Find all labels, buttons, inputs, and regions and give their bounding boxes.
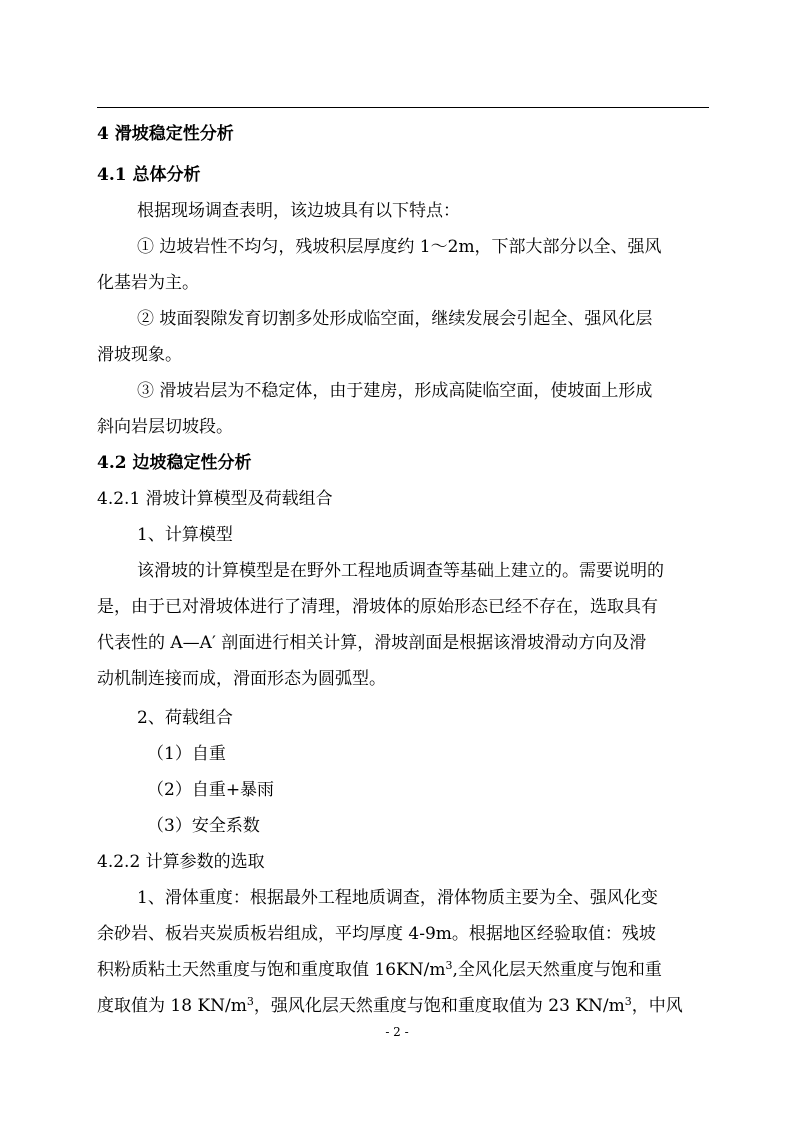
list-item: （3）安全系数 bbox=[147, 816, 260, 836]
page-number: - 2 - bbox=[385, 1025, 409, 1039]
item-heading: 2、荷载组合 bbox=[137, 708, 233, 728]
item-heading: 1、计算模型 bbox=[137, 525, 233, 545]
paragraph-line: ③ 滑坡岩层为不稳定体，由于建房，形成高陡临空面，使坡面上形成 bbox=[137, 381, 653, 401]
paragraph-line bbox=[97, 952, 709, 988]
text-run: 积粉质粘土天然重度与饱和重度取值 16KN/m bbox=[97, 960, 446, 980]
paragraph-line: ① 边坡岩性不均匀，残坡积层厚度约 1～2m，下部大部分以全、强风 bbox=[137, 237, 662, 257]
paragraph-line: 斜向岩层切坡段。 bbox=[97, 417, 233, 437]
paragraph-line: ② 坡面裂隙发育切割多处形成临空面，继续发展会引起全、强风化层 bbox=[137, 309, 653, 329]
text-run: ，强风化层天然重度与饱和重度取值为 23 KN/m bbox=[253, 996, 625, 1016]
header-rule bbox=[97, 107, 709, 108]
text-run: ，中风 bbox=[631, 996, 683, 1016]
section-title: 4 滑坡稳定性分析 bbox=[97, 124, 234, 144]
paragraph-line: 滑坡现象。 bbox=[97, 345, 182, 365]
paragraph-line: 是，由于已对滑坡体进行了清理，滑坡体的原始形态已经不存在，选取具有 bbox=[97, 597, 658, 617]
paragraph-line: 根据现场调查表明，该边坡具有以下特点： bbox=[137, 201, 460, 221]
subsection-title-4-2: 4.2 边坡稳定性分析 bbox=[97, 453, 252, 473]
paragraph-line: 1、滑体重度：根据最外工程地质调查，滑体物质主要为全、强风化变 bbox=[137, 888, 658, 908]
subsection-title-4-2-1: 4.2.1 滑坡计算模型及荷载组合 bbox=[97, 489, 333, 509]
paragraph-line: 该滑坡的计算模型是在野外工程地质调查等基础上建立的。需要说明的 bbox=[137, 561, 664, 581]
paragraph-line: 化基岩为主。 bbox=[97, 273, 199, 293]
list-item: （1）自重 bbox=[147, 744, 226, 764]
paragraph-line: 动机制连接而成，滑面形态为圆弧型。 bbox=[97, 669, 386, 689]
text-run: ,全风化层天然重度与饱和重 bbox=[452, 960, 662, 980]
superscript: 3 bbox=[246, 995, 254, 1008]
superscript: 3 bbox=[445, 959, 453, 972]
superscript: 3 bbox=[624, 995, 632, 1008]
paragraph-line: 代表性的 A—A′ 剖面进行相关计算，滑坡剖面是根据该滑坡滑动方向及滑 bbox=[97, 633, 647, 653]
list-item: （2）自重+暴雨 bbox=[147, 780, 275, 800]
subsection-title-4-2-2: 4.2.2 计算参数的选取 bbox=[97, 852, 265, 872]
text-run: 度取值为 18 KN/m bbox=[97, 996, 247, 1016]
paragraph-line bbox=[97, 988, 709, 1024]
paragraph-line: 余砂岩、板岩夹炭质板岩组成，平均厚度 4-9m。根据地区经验取值：残坡 bbox=[97, 924, 656, 944]
subsection-title-4-1: 4.1 总体分析 bbox=[97, 165, 201, 185]
